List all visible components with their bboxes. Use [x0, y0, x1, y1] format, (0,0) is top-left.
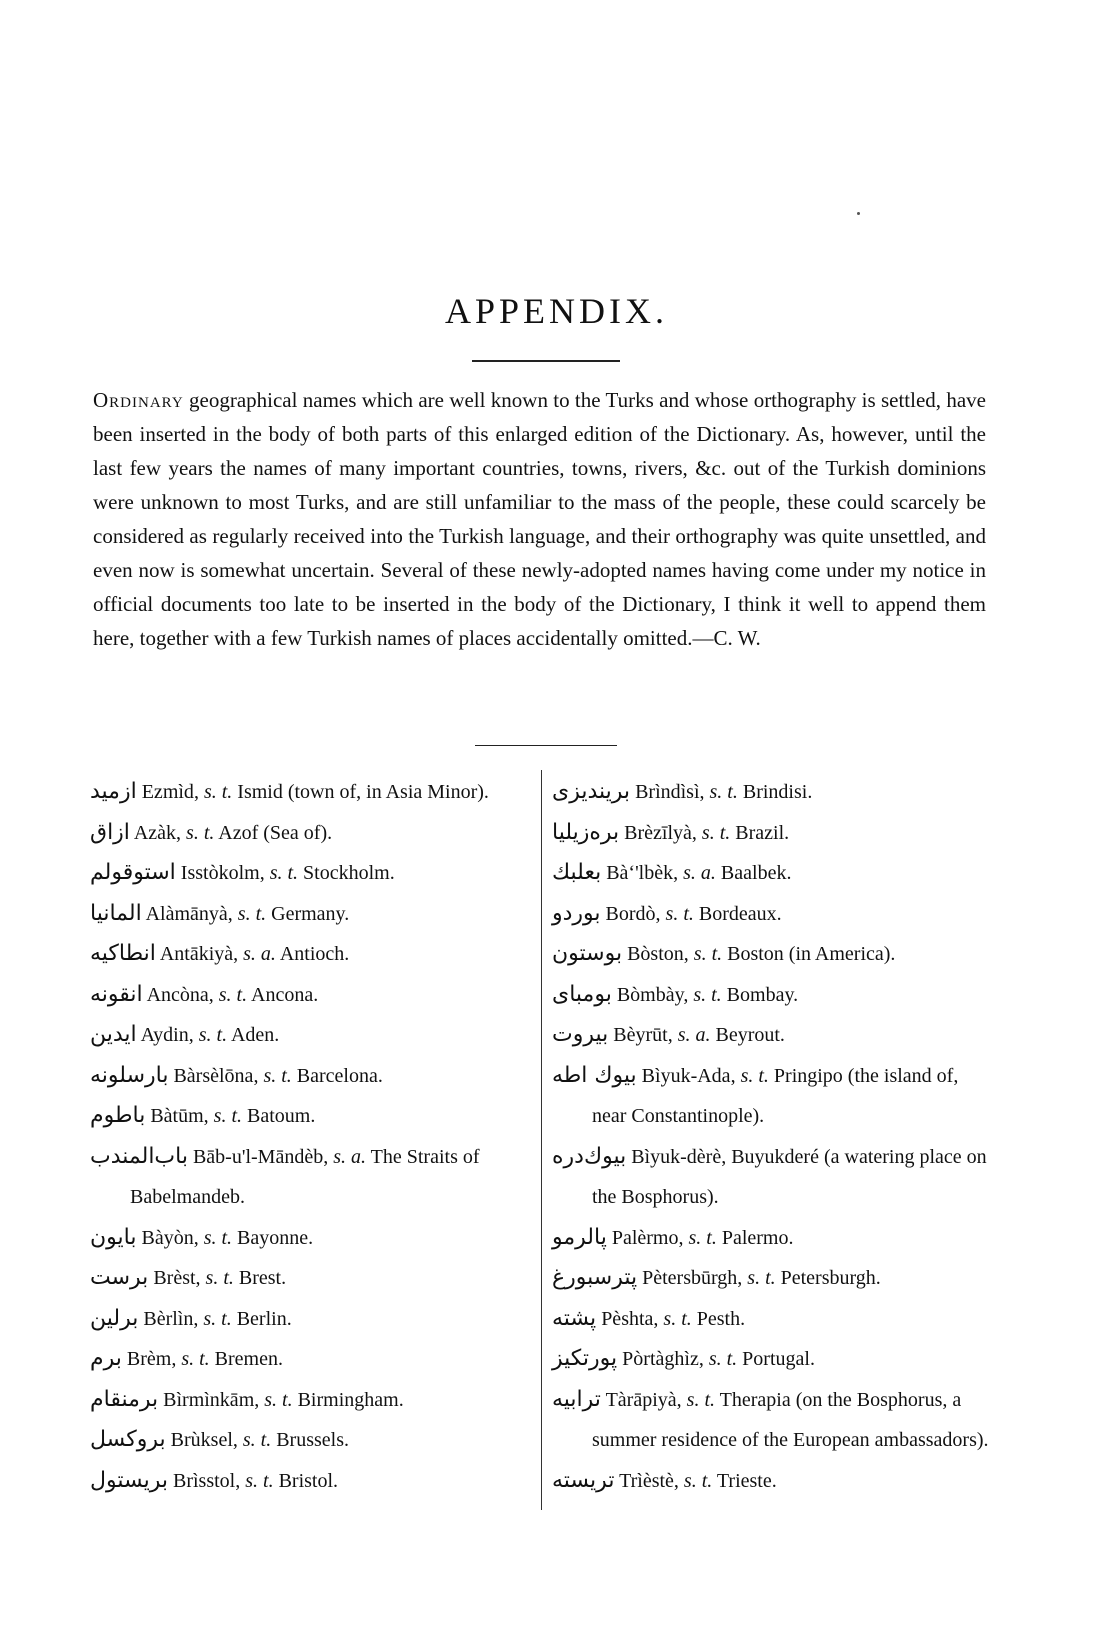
entry-grammar: s. t.: [709, 781, 738, 803]
entry-grammar: s. t.: [263, 1064, 292, 1087]
entry-gloss: Pesth.: [696, 1307, 746, 1330]
entry-gloss: Birmingham.: [297, 1388, 404, 1411]
glossary-entry: پترسبورغ Pètersbūrgh, s. t. Petersburgh.: [552, 1258, 992, 1299]
entry-grammar: s. t.: [203, 1226, 233, 1249]
entry-grammar: s. t.: [186, 821, 215, 844]
entry-gloss: Bombay.: [726, 983, 799, 1006]
entry-grammar: s. a.: [243, 943, 276, 965]
entry-gloss: Batoum.: [247, 1105, 316, 1127]
entry-gloss: Bristol.: [278, 1469, 339, 1492]
entry-arabic: باب‌المندب: [90, 1143, 188, 1169]
entry-gloss: Palermo.: [721, 1226, 794, 1249]
entry-grammar: s. t.: [213, 1105, 243, 1127]
entry-grammar: s. t.: [693, 943, 723, 965]
entry-gloss: Barcelona.: [296, 1064, 383, 1087]
glossary-entry: بریندیزی Brìndìsì, s. t. Brindisi.: [552, 772, 992, 813]
entry-gloss: Bayonne.: [237, 1226, 314, 1249]
entry-translit: Brèzīlyà: [624, 821, 692, 844]
glossary-entry: باب‌المندب Bāb-u'l-Māndèb, s. a. The Straits of Babelmandeb.: [90, 1137, 530, 1218]
entry-translit: Azàk: [133, 821, 177, 844]
glossary-entry: بارسلونه Bàrsèlōna, s. t. Barcelona.: [90, 1056, 530, 1097]
entry-translit: Trìèstè: [619, 1469, 674, 1492]
entry-translit: Bà‘'lbèk: [606, 862, 674, 884]
entry-grammar: s. t.: [198, 1024, 228, 1046]
entry-arabic: بیروت: [552, 1022, 609, 1047]
entry-gloss: Therapia (on the Bosphorus, a summer residence of the European ambassadors).: [592, 1388, 989, 1451]
entry-grammar: s. t.: [708, 1348, 738, 1370]
glossary-entry: ازاق Azàk, s. t. Azof (Sea of).: [90, 813, 530, 854]
entry-arabic: برلین: [90, 1305, 139, 1331]
page-title: APPENDIX.: [444, 291, 668, 331]
entry-translit: Bìrmìnkām: [163, 1388, 255, 1411]
glossary-entry: انطاکیه Antākiyà, s. a. Antioch.: [90, 934, 530, 975]
glossary-entry: بایون Bàyòn, s. t. Bayonne.: [90, 1218, 530, 1259]
entry-arabic: ایدین: [90, 1022, 137, 1047]
entry-gloss: Stockholm.: [303, 862, 395, 884]
entry-translit: Antākiyà: [159, 943, 234, 965]
entry-translit: Pòrtàghìz: [622, 1348, 699, 1370]
glossary-entry: پورتکیز Pòrtàghìz, s. t. Portugal.: [552, 1339, 992, 1380]
glossary-entry: بریستول Brìsstol, s. t. Bristol.: [90, 1461, 530, 1502]
entry-translit: Ancòna: [146, 983, 209, 1006]
entry-translit: Palèrmo: [611, 1226, 679, 1249]
entry-translit: Tàrāpiyà: [605, 1388, 677, 1411]
entry-translit: Bordò: [605, 902, 656, 925]
intro-paragraph: [93, 383, 986, 655]
entry-grammar: s. t.: [242, 1429, 272, 1451]
entry-gloss: Bordeaux.: [698, 902, 782, 925]
glossary-entry: برلین Bèrlìn, s. t. Berlin.: [90, 1299, 530, 1340]
entry-grammar: s. t.: [181, 1348, 210, 1370]
title-rule: [472, 360, 620, 362]
entry-arabic: استوقولم: [90, 860, 176, 885]
entry-grammar: s. t.: [203, 1307, 232, 1330]
entry-gloss: The Straits of Babelmandeb.: [130, 1145, 480, 1208]
glossary-entry: پشته Pèshta, s. t. Pesth.: [552, 1299, 992, 1340]
glossary-entry: المانیا Alàmānyà, s. t. Germany.: [90, 894, 530, 935]
entry-translit: Bāb-u'l-Māndèb: [192, 1145, 324, 1168]
glossary-entry: ازمید Ezmìd, s. t. Ismid (town of, in Asia Minor).: [90, 772, 530, 813]
intro-first-word: Ordinary: [93, 388, 184, 412]
entry-grammar: s. t.: [701, 821, 731, 844]
entry-arabic: ازمید: [90, 779, 137, 804]
glossary-entry: بیروت Bèyrūt, s. a. Beyrout.: [552, 1015, 992, 1056]
entry-grammar: s. t.: [245, 1469, 274, 1492]
entry-gloss: Trieste.: [716, 1469, 777, 1492]
entry-grammar: s. t.: [686, 1388, 715, 1411]
entry-translit: Pèshta: [601, 1307, 654, 1330]
entry-arabic: پشته: [552, 1305, 597, 1331]
glossary-entry: بومبای Bòmbày, s. t. Bombay.: [552, 975, 992, 1016]
entry-grammar: s. t.: [269, 862, 299, 884]
entry-translit: Bìyuk-dèrè,: [631, 1145, 727, 1168]
glossary-entry: بروکسل Brùksel, s. t. Brussels.: [90, 1420, 530, 1461]
glossary-entry: برم Brèm, s. t. Bremen.: [90, 1339, 530, 1380]
entry-arabic: بوستون: [552, 941, 623, 966]
entry-arabic: بارسلونه: [90, 1062, 169, 1088]
entry-grammar: s. a.: [333, 1145, 366, 1168]
entry-gloss: Pringipo (the island of, near Constantinople).: [592, 1064, 959, 1127]
entry-arabic: بعلبك: [552, 860, 602, 885]
entry-grammar: s. t.: [665, 902, 694, 925]
entry-grammar: s. t.: [205, 1267, 234, 1289]
entry-translit: Pètersbūrgh: [642, 1267, 738, 1289]
glossary-entry: باطوم Bàtūm, s. t. Batoum.: [90, 1096, 530, 1137]
glossary-entry: ترابیه Tàrāpiyà, s. t. Therapia (on the Bosphorus, a summer residence of the European ambassadors).: [552, 1380, 992, 1461]
glossary-entry: [552, 1137, 992, 1218]
entry-gloss: Germany.: [271, 902, 350, 925]
entry-translit: Isstòkolm: [180, 862, 260, 884]
entry-grammar: s. t.: [747, 1267, 776, 1289]
entry-arabic: بیوك اطه: [552, 1062, 637, 1088]
entry-arabic: انطاکیه: [90, 941, 156, 966]
entry-arabic: تریسته: [552, 1467, 615, 1493]
entry-gloss: Brussels.: [276, 1429, 350, 1451]
entry-grammar: s. t.: [740, 1064, 769, 1087]
entry-arabic: بروکسل: [90, 1427, 166, 1452]
entry-grammar: s. t.: [218, 983, 248, 1006]
entry-gloss: Aden.: [230, 1024, 280, 1046]
entry-gloss: Buyukderé (a watering place on the Bosphorus).: [592, 1145, 987, 1208]
entry-arabic: ازاق: [90, 819, 130, 845]
entry-gloss: Baalbek.: [720, 862, 792, 884]
entry-gloss: Brazil.: [735, 821, 790, 844]
entry-translit: Bìyuk-Ada: [641, 1064, 731, 1087]
left-column: [90, 772, 530, 1501]
entry-arabic: برمنقام: [90, 1386, 159, 1412]
entry-translit: Aydin: [140, 1024, 189, 1046]
entry-arabic: المانیا: [90, 900, 142, 926]
glossary-entry: استوقولم Isstòkolm, s. t. Stockholm.: [90, 853, 530, 894]
entry-gloss: Brest.: [238, 1267, 287, 1289]
entry-translit: Bòston: [627, 943, 684, 965]
glossary-entry: بوستون Bòston, s. t. Boston (in America).: [552, 934, 992, 975]
entry-arabic: بریستول: [90, 1467, 168, 1493]
entry-arabic: بریندیزی: [552, 779, 631, 804]
glossary-entry: بوردو Bordò, s. t. Bordeaux.: [552, 894, 992, 935]
entry-arabic: پورتکیز: [552, 1346, 618, 1371]
entry-translit: Brìndìsì: [635, 781, 700, 803]
entry-arabic: پالرمو: [552, 1224, 607, 1250]
entry-grammar: s. t.: [203, 781, 233, 803]
entry-translit: Bèyrūt: [613, 1024, 668, 1046]
entry-translit: Bàrsèlōna: [173, 1064, 254, 1087]
entry-arabic: برەزیلیا: [552, 819, 620, 845]
glossary-entry: بیوك اطه Bìyuk-Ada, s. t. Pringipo (the island of, near Constantinople).: [552, 1056, 992, 1137]
entry-translit: Alàmānyà: [145, 902, 228, 925]
glossary-entry: برەزیلیا Brèzīlyà, s. t. Brazil.: [552, 813, 992, 854]
entry-grammar: s. t.: [237, 902, 267, 925]
entry-translit: Bàtūm: [150, 1105, 204, 1127]
glossary-entry: بعلبك Bà‘'lbèk, s. a. Baalbek.: [552, 853, 992, 894]
entry-gloss: Antioch.: [279, 943, 350, 965]
entry-arabic: انقونه: [90, 981, 143, 1007]
entry-arabic: بوردو: [552, 900, 601, 926]
entry-translit: Brìsstol: [173, 1469, 236, 1492]
entry-gloss: Brindisi.: [742, 781, 813, 803]
glossary-entry: برست Brèst, s. t. Brest.: [90, 1258, 530, 1299]
section-rule: [475, 745, 617, 746]
entry-arabic: برست: [90, 1265, 149, 1290]
column-divider: [541, 770, 542, 1510]
right-column: [552, 772, 992, 1501]
entry-arabic: پترسبورغ: [552, 1265, 638, 1290]
entry-gloss: Boston (in America).: [727, 943, 896, 965]
entry-grammar: s. t.: [663, 1307, 692, 1330]
glossary-entry: انقونه Ancòna, s. t. Ancona.: [90, 975, 530, 1016]
intro-body: geographical names which are well known to the Turks and whose orthography is settled, have been inserted in the body of both parts of this enlarged edition of the Dictionary. As, however, until the last few years the names of many important countries, towns, rivers, &c. out of the Turkish dominions were unknown to most Turks, and are still unfamiliar to the mass of the people, these could scarcely be considered as regularly received into the Turkish language, and their orthography was quite unsettled, and even now is somewhat uncertain. Several of these newly-adopted names having come under my notice in official documents too late to be inserted in the body of the Dictionary, I think it well to append them here, together with a few Turkish names of places accidentally omitted.—C. W.: [93, 388, 986, 650]
entry-arabic: بومبای: [552, 981, 612, 1007]
entry-arabic: باطوم: [90, 1103, 146, 1128]
entry-gloss: Berlin.: [236, 1307, 292, 1330]
entry-translit: Brèm: [126, 1348, 172, 1370]
entry-arabic: برم: [90, 1346, 122, 1371]
entry-gloss: Ismid (town of, in Asia Minor).: [237, 781, 489, 803]
glossary-entry: پالرمو Palèrmo, s. t. Palermo.: [552, 1218, 992, 1259]
entry-grammar: s. t.: [693, 983, 722, 1006]
entry-translit: Brèst: [153, 1267, 196, 1289]
entry-gloss: Azof (Sea of).: [218, 821, 333, 844]
entry-gloss: Beyrout.: [715, 1024, 785, 1046]
entry-arabic: بیوك‌دره: [552, 1143, 627, 1169]
entry-grammar: s. a.: [683, 862, 716, 884]
entry-grammar: s. t.: [264, 1388, 293, 1411]
entry-arabic: ترابیه: [552, 1386, 601, 1412]
entry-translit: Bàyòn: [141, 1226, 194, 1249]
entry-gloss: Bremen.: [214, 1348, 283, 1370]
glossary-entry: ایدین Aydin, s. t. Aden.: [90, 1015, 530, 1056]
entry-translit: Ezmìd: [141, 781, 194, 803]
entry-grammar: s. t.: [683, 1469, 713, 1492]
entry-translit: Bèrlìn: [143, 1307, 194, 1330]
glossary-entry: تریسته Trìèstè, s. t. Trieste.: [552, 1461, 992, 1502]
entry-grammar: s. t.: [688, 1226, 717, 1249]
entry-gloss: Petersburgh.: [780, 1267, 881, 1289]
entry-translit: Bòmbày: [616, 983, 684, 1006]
print-speck: [857, 212, 860, 215]
entry-gloss: Portugal.: [742, 1348, 815, 1370]
entry-translit: Brùksel: [170, 1429, 233, 1451]
entry-arabic: بایون: [90, 1224, 137, 1250]
entry-grammar: s. a.: [677, 1024, 711, 1046]
entry-gloss: Ancona.: [251, 983, 319, 1006]
glossary-entry: برمنقام Bìrmìnkām, s. t. Birmingham.: [90, 1380, 530, 1421]
